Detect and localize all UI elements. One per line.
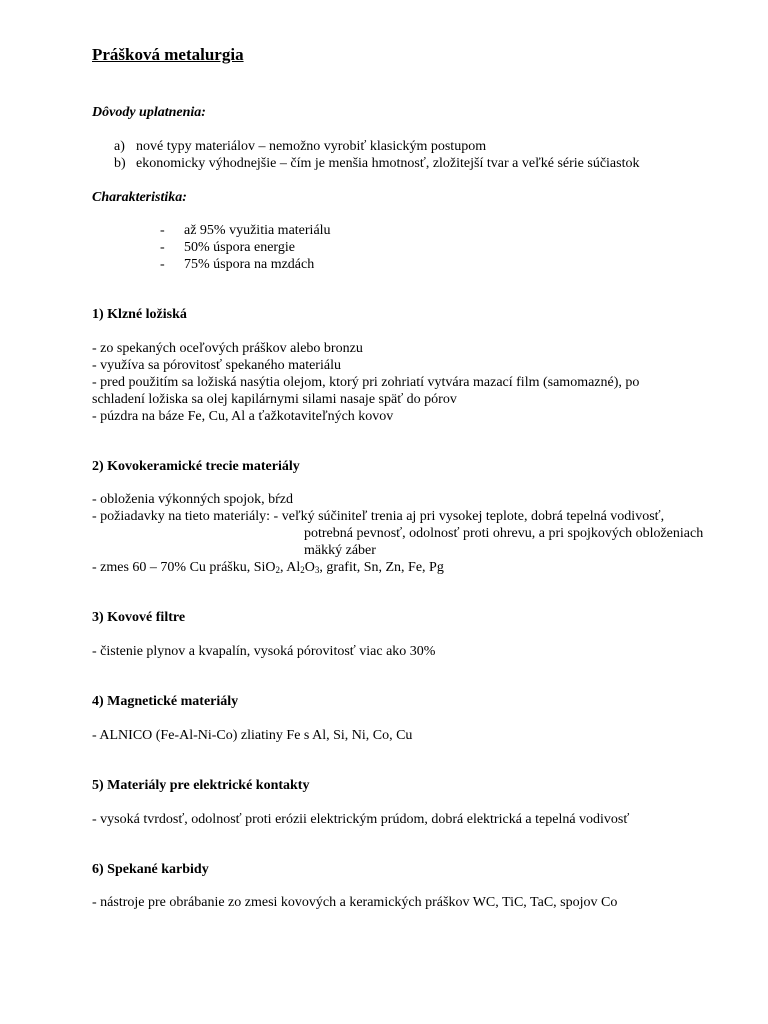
section-line: schladení ložiska sa olej kapilárnymi silami nasaje späť do pórov [92,392,457,407]
section-heading: 6) Spekané karbidy [92,862,209,877]
section-line: - požiadavky na tieto materiály: - veľký súčiniteľ trenia aj pri vysokej teplote, dobrá tepelná vodivosť, [92,509,665,524]
section-line-indented: potrebná pevnosť, odolnosť proti ohrevu, a pri spojkových obloženiach [304,526,704,541]
reason-item-a [114,138,486,155]
section-heading: 1) Klzné ložiská [92,307,187,322]
section-heading: 3) Kovové filtre [92,610,186,625]
section-line: - využíva sa pórovitosť spekaného materiálu [92,358,341,373]
section-line: - obloženia výkonných spojok, bŕzd [92,492,294,507]
list-dash: - [160,223,165,238]
section-heading: 4) Magnetické materiály [92,694,239,709]
characteristic-item [160,239,295,256]
characteristic-text: 75% úspora na mzdách [184,257,315,272]
section-line: - zo spekaných oceľových práškov alebo bronzu [92,341,363,356]
reasons-heading: Dôvody uplatnenia: [92,105,206,120]
mixture-line [92,559,444,576]
reason-text-a: nové typy materiálov – nemožno vyrobiť klasickým postupom [136,139,487,154]
characteristic-item [160,222,331,239]
reason-text-b: ekonomicky výhodnejšie – čím je menšia hmotnosť, zložitejší tvar a veľké série súčiastok [136,156,640,171]
subscript: 2 [300,565,305,575]
list-dash: - [160,257,165,272]
section-heading: 2) Kovokeramické trecie materiály [92,459,300,474]
section-heading: 5) Materiály pre elektrické kontakty [92,778,310,793]
characteristic-text: 50% úspora energie [184,240,295,255]
section-line-indented: mäkký záber [304,543,376,558]
subscript: 3 [314,565,320,575]
reason-item-b [114,155,640,172]
mixture-text: - zmes 60 – 70% Cu prášku, SiO [92,560,276,575]
characteristic-item [160,256,314,273]
section-line: - pred použitím sa ložiská nasýtia olejom, ktorý pri zohriatí vytvára mazací film (samomazné), po [92,375,640,390]
list-dash: - [160,240,165,255]
mixture-text: O [304,560,315,575]
characteristic-text: až 95% využitia materiálu [184,223,331,238]
characteristics-heading: Charakteristika: [92,190,187,205]
section-line: - vysoká tvrdosť, odolnosť proti erózii elektrickým prúdom, dobrá elektrická a tepelná vodivosť [92,812,630,827]
reason-label-b: b) [114,156,126,171]
section-line: - čistenie plynov a kvapalín, vysoká pórovitosť viac ako 30% [92,644,436,659]
section-line: - nástroje pre obrábanie zo zmesi kovových a keramických práškov WC, TiC, TaC, spojov Co [92,895,618,910]
subscript: 2 [275,565,281,575]
page-title: Prášková metalurgia [92,45,244,64]
section-line: - ALNICO (Fe-Al-Ni-Co) zliatiny Fe s Al, Si, Ni, Co, Cu [92,728,413,743]
mixture-text: , grafit, Sn, Zn, Fe, Pg [319,560,444,575]
reason-label-a: a) [114,139,125,154]
mixture-text: , Al [280,560,301,575]
section-line: - púzdra na báze Fe, Cu, Al a ťažkotaviteľných kovov [92,409,394,424]
